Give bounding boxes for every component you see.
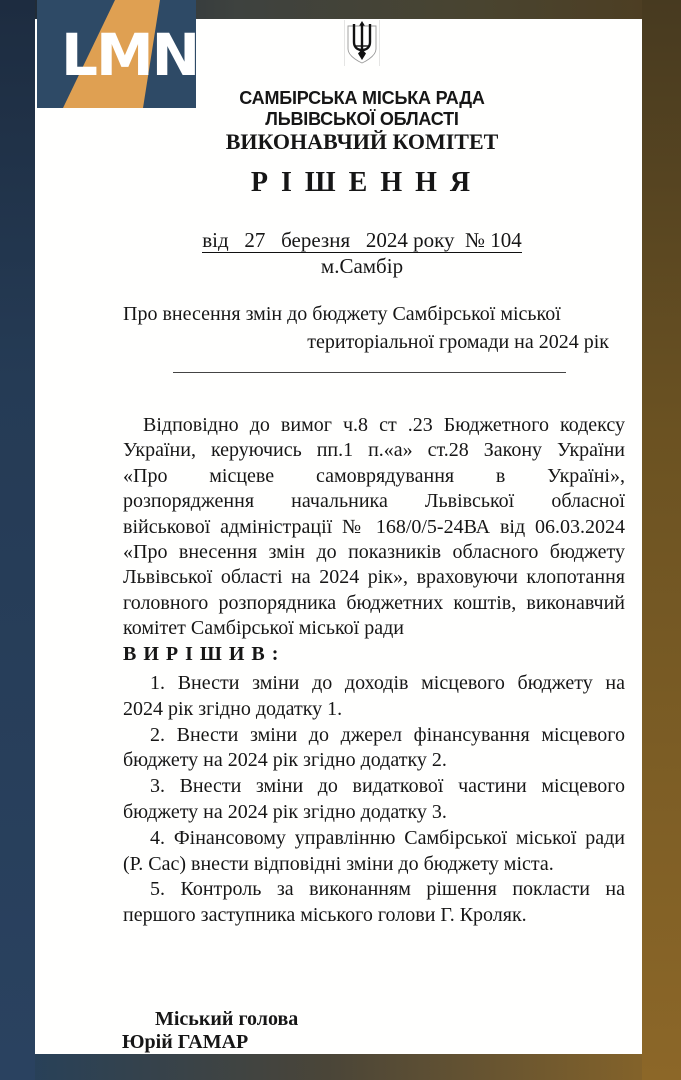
decision-item-5-line1: 5. Контроль за виконанням рішення покласти на <box>150 878 625 901</box>
body-paragraph-line: комітет Самбірської міської ради <box>123 617 404 640</box>
signature-block <box>123 1008 523 1054</box>
right-border-stripe <box>642 0 681 1080</box>
body-paragraph-line: розпорядження начальника Львівської обласної <box>123 490 625 513</box>
decision-item-3-line1: 3. Внести зміни до видаткової частини місцевого <box>150 775 625 798</box>
document-body <box>123 413 625 929</box>
trident-emblem-icon <box>344 20 380 66</box>
decision-item-1-line1: 1. Внести зміни до доходів місцевого бюджету на <box>150 672 625 695</box>
decision-items-list <box>123 671 625 929</box>
document-sheet <box>35 19 642 1054</box>
body-paragraph-line: України, керуючись пп.1 п.«а» ст.28 Закону України <box>123 439 625 462</box>
resolved-label: В И Р І Ш И В : <box>123 642 280 665</box>
lmn-logo <box>37 0 199 108</box>
document-subject <box>123 301 625 356</box>
body-paragraph-line: «Про місцеве самоврядування в Україні», <box>123 464 625 487</box>
decision-item-4-line1: 4. Фінансовому управлінню Самбірської міської ради <box>150 826 625 849</box>
org-committee: ВИКОНАВЧИЙ КОМІТЕТ <box>225 129 499 154</box>
decision-item-5-line2: першого заступника міського голови Г. Кроляк. <box>123 904 527 927</box>
decision-item-2-line1: 2. Внести зміни до джерел фінансування місцевого <box>150 723 625 746</box>
org-name-line1: САМБІРСЬКА МІСЬКА РАДА <box>239 88 485 108</box>
bottom-border-band <box>0 1054 681 1080</box>
document-date-number <box>111 227 613 253</box>
body-paragraph-line: Львівської області на 2024 рік», враховуючи клопотання <box>123 566 625 589</box>
body-paragraph-line: Відповідно до вимог ч.8 ст .23 Бюджетного кодексу <box>143 414 625 436</box>
decision-item-4-line2: (Р. Сас) внести відповідні зміни до бюджету міста. <box>123 852 554 875</box>
body-paragraph-line: військової адміністрації № 168/0/5-24ВА від 06.03.2024 <box>123 515 625 538</box>
document-header <box>111 88 613 279</box>
org-name-line2: ЛЬВІВСЬКОЇ ОБЛАСТІ <box>265 109 459 129</box>
document-type-title: Р І Ш Е Н Н Я <box>250 167 474 198</box>
subject-line2: територіальної громади на 2024 рік <box>307 330 609 353</box>
subject-divider-line <box>173 372 566 373</box>
signature-title: Міський голова <box>155 1008 299 1030</box>
decision-item-3-line2: бюджету на 2024 рік згідно додатку 3. <box>123 801 447 824</box>
body-paragraph-line: «Про внесення змін до показників обласного бюджету <box>123 541 625 564</box>
decision-item-1-line2: 2024 рік згідно додатку 1. <box>123 697 343 720</box>
decision-item-2-line2: бюджету на 2024 рік згідно додатку 2. <box>123 749 447 772</box>
document-city: м.Самбір <box>320 254 404 278</box>
subject-line1: Про внесення змін до бюджету Самбірської міської <box>123 303 561 325</box>
left-border-stripe <box>0 0 35 1080</box>
document-date-number-text: від 27 березня 2024 року № 104 <box>202 228 522 252</box>
lmn-logo-text: LMN <box>61 21 199 89</box>
signature-name: Юрій ГАМАР <box>122 1031 249 1053</box>
body-paragraph-line: головного розпорядника бюджетних коштів, виконавчий <box>123 591 625 614</box>
